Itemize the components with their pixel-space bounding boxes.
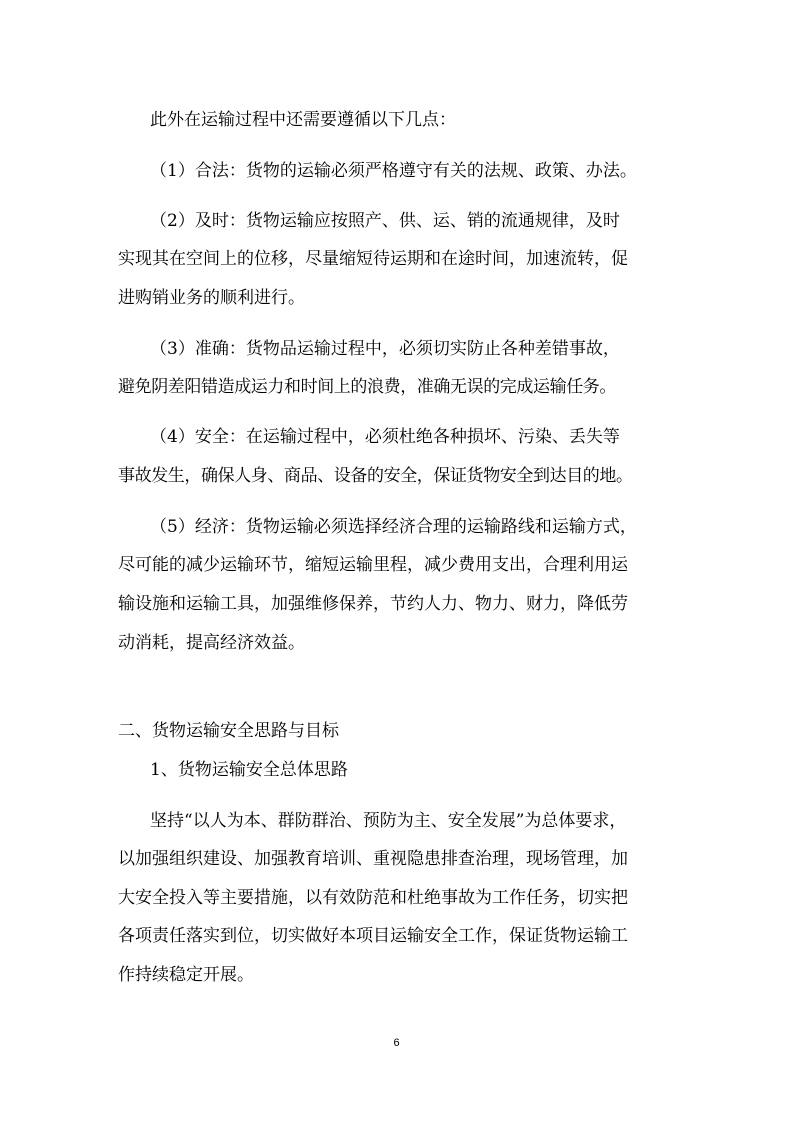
principle-accurate-line: （3）准确：货物品运输过程中，必须切实防止各种差错事故， (150, 339, 620, 359)
final-paragraph-line: 坚持“以人为本、群防群治、预防为主、安全发展”为总体要求， (150, 811, 627, 831)
principle-economic-line: （5）经济：货物运输必须选择经济合理的运输路线和运输方式， (150, 517, 637, 537)
principle-economic-line: 输设施和运输工具，加强维修保养，节约人力、物力、财力，降低劳 (118, 594, 628, 614)
principle-timely-line: 进购销业务的顺利进行。 (118, 288, 305, 308)
subsection-heading: 1、货物运输安全总体思路 (150, 760, 348, 780)
final-paragraph-line: 大安全投入等主要措施，以有效防范和杜绝事故为工作任务，切实把 (118, 888, 628, 908)
principle-legal-line: （1）合法：货物的运输必须严格遵守有关的法规、政策、办法。 (150, 161, 637, 181)
final-paragraph-line: 以加强组织建设、加强教育培训、重视隐患排查治理，现场管理，加 (118, 849, 628, 869)
principle-timely-line: （2）及时：货物运输应按照产、供、运、销的流通规律，及时 (150, 211, 620, 231)
principle-safe-line: 事故发生，确保人身、商品、设备的安全，保证货物安全到达目的地。 (118, 466, 633, 486)
principle-timely-line: 实现其在空间上的位移，尽量缩短待运期和在途时间，加速流转，促 (118, 249, 628, 269)
page-number: 6 (393, 1037, 400, 1049)
principle-safe-line: （4）安全：在运输过程中，必须杜绝各种损坏、污染、丢失等 (150, 427, 620, 447)
principle-economic-line: 尽可能的减少运输环节，缩短运输里程，减少费用支出，合理利用运 (118, 555, 628, 575)
final-paragraph-line: 各项责任落实到位，切实做好本项目运输安全工作，保证货物运输工 (118, 926, 628, 946)
principle-accurate-line: 避免阴差阳错造成运力和时间上的浪费，准确无误的完成运输任务。 (118, 377, 616, 397)
final-paragraph-line: 作持续稳定开展。 (118, 965, 254, 985)
section-heading: 二、货物运输安全思路与目标 (118, 721, 339, 741)
intro-paragraph: 此外在运输过程中还需要遵循以下几点： (150, 110, 456, 130)
principle-economic-line: 动消耗，提高经济效益。 (118, 633, 305, 653)
